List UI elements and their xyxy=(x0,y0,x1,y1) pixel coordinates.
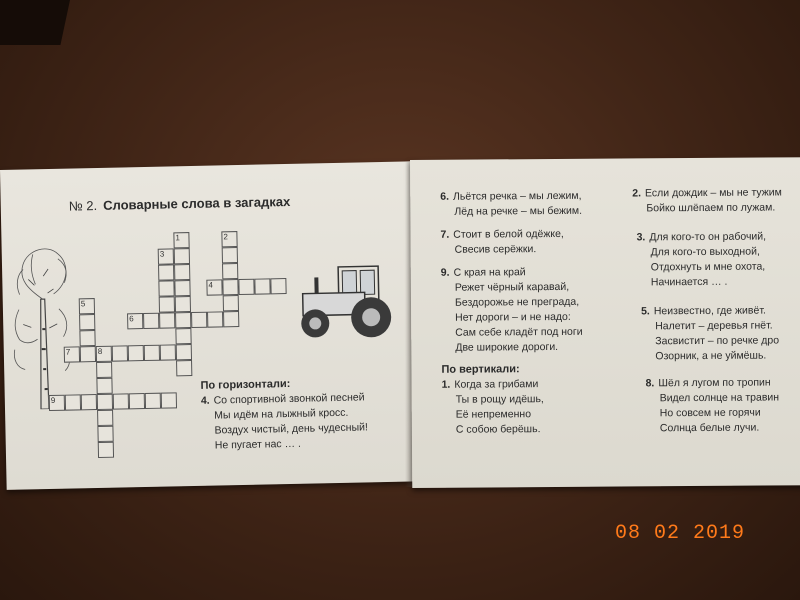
crossword-cell xyxy=(158,280,174,296)
riddle-2-line: Если дождик – мы не тужим xyxy=(644,186,782,200)
left-page xyxy=(0,161,423,490)
crossword-clue-number: 5 xyxy=(80,299,86,309)
riddle-3-line: Для кого-то выходной, xyxy=(650,245,760,259)
riddle-7-line: Свесив серёжки. xyxy=(454,243,537,256)
crossword-cell xyxy=(222,279,238,295)
crossword-cell xyxy=(79,314,95,330)
crossword-cell xyxy=(159,296,175,312)
riddle-2 xyxy=(632,185,782,216)
crossword-cell xyxy=(222,263,238,279)
riddle-9-line: Сам себе кладёт под ноги xyxy=(455,325,583,339)
riddle-4-line: Со спортивной звонкой песней xyxy=(213,391,365,407)
crossword-clue-number: 2 xyxy=(223,232,228,242)
riddle-9-line: Нет дороги – и не надо: xyxy=(455,310,571,324)
riddle-4-line: Воздух чистый, день чудесный! xyxy=(214,421,368,437)
riddle-3 xyxy=(636,230,766,291)
crossword-cell xyxy=(80,346,96,362)
photo-date-stamp: 08 02 2019 xyxy=(614,522,745,545)
crossword-cell xyxy=(145,393,161,409)
crossword-cell xyxy=(222,247,238,263)
tractor-illustration xyxy=(290,262,402,344)
crossword-clue-number: 3 xyxy=(159,249,165,259)
riddle-5-number: 5. xyxy=(641,305,650,318)
crossword-cell xyxy=(238,279,254,295)
riddle-3-line: Отдохнуть и мне охота, xyxy=(650,260,766,274)
crossword-cell xyxy=(270,278,286,294)
crossword-cell xyxy=(65,394,81,410)
riddle-4-number: 4. xyxy=(200,394,210,407)
riddle-8-line: Но совсем не горячи xyxy=(659,406,761,420)
crossword-cell xyxy=(96,378,112,394)
crossword-cell xyxy=(207,311,223,327)
riddle-5 xyxy=(641,303,779,364)
crossword-cell xyxy=(174,280,190,296)
crossword-cell xyxy=(144,345,160,361)
exercise-number: № 2. xyxy=(68,197,98,214)
open-workbook xyxy=(0,152,800,497)
riddle-8 xyxy=(646,375,780,436)
crossword-cell xyxy=(191,312,207,328)
riddle-5-line: Засвистит – по речке дро xyxy=(655,334,780,348)
crossword-cell xyxy=(143,313,159,329)
crossword-cell xyxy=(112,345,128,361)
riddle-6-number: 6. xyxy=(440,190,450,203)
crossword-clue-number: 4 xyxy=(208,280,214,290)
crossword-cell xyxy=(129,393,145,409)
riddle-9-line: С края на край xyxy=(453,266,526,279)
crossword-clue-number: 9 xyxy=(50,395,56,405)
riddle-1 xyxy=(442,377,545,438)
crossword-cell xyxy=(161,392,177,408)
crossword-cell xyxy=(158,264,174,280)
riddle-6-line: Льётся речка – мы лежим, xyxy=(452,189,582,203)
riddle-1-number: 1. xyxy=(441,378,451,391)
crossword-cell xyxy=(98,442,114,458)
crossword-cell xyxy=(175,312,191,328)
riddle-4 xyxy=(201,390,369,453)
crossword-cell xyxy=(160,344,176,360)
crossword-cell xyxy=(97,410,113,426)
riddle-5-line: Неизвестно, где живёт. xyxy=(653,304,766,318)
crossword-cell xyxy=(174,264,190,280)
riddle-5-line: Налетит – деревья гнёт. xyxy=(655,319,773,333)
riddle-5-line: Озорник, а не уймёшь. xyxy=(655,349,767,363)
riddle-8-line: Видел солнце на травин xyxy=(659,391,780,405)
exercise-title-text: Словарные слова в загадках xyxy=(103,193,291,213)
riddle-9-line: Бездорожье не преграда, xyxy=(454,295,580,309)
crossword-cell xyxy=(175,296,191,312)
riddle-3-line: Начинается … . xyxy=(650,275,728,289)
riddle-9-line: Две широкие дороги. xyxy=(455,340,559,354)
crossword-cell xyxy=(96,362,112,378)
crossword-cell xyxy=(176,344,192,360)
riddle-1-line: Когда за грибами xyxy=(454,378,539,391)
crossword-cell xyxy=(81,394,97,410)
riddle-9 xyxy=(441,265,583,356)
riddle-8-number: 8. xyxy=(645,377,655,390)
right-page xyxy=(410,157,800,488)
riddle-8-line: Солнца белые лучи. xyxy=(659,421,760,435)
crossword-clue-number: 6 xyxy=(129,314,134,324)
crossword-cell xyxy=(97,394,113,410)
crossword-cell xyxy=(159,312,175,328)
riddle-9-number: 9. xyxy=(440,266,450,279)
crossword-cell xyxy=(254,278,270,294)
crossword-cell xyxy=(176,360,192,376)
riddle-9-line: Режет чёрный каравай, xyxy=(454,280,570,294)
dark-object-corner xyxy=(0,0,70,45)
crossword-clue-number: 8 xyxy=(97,346,103,356)
riddle-7-line: Стоит в белой одёжке, xyxy=(453,227,564,241)
exercise-title xyxy=(69,194,291,214)
riddle-1-line: Ты в рощу идёшь, xyxy=(455,393,544,406)
riddle-7 xyxy=(440,227,564,258)
horizontal-clues-header: По горизонтали: xyxy=(200,377,291,392)
riddle-3-number: 3. xyxy=(636,231,646,244)
riddle-6 xyxy=(440,189,582,220)
vertical-clues-header: По вертикали: xyxy=(441,363,520,376)
riddle-1-line: Её непременно xyxy=(455,408,532,421)
birch-tree-illustration xyxy=(7,238,81,409)
riddle-4-line: Не пугает нас … . xyxy=(214,437,302,452)
crossword-cell xyxy=(113,393,129,409)
crossword-cell xyxy=(223,311,239,327)
crossword-cell xyxy=(174,248,190,264)
crossword-cell xyxy=(223,295,239,311)
riddle-6-line: Лёд на речке – мы бежим. xyxy=(454,204,583,218)
crossword-cell xyxy=(79,330,95,346)
crossword-cell xyxy=(128,345,144,361)
riddle-3-line: Для кого-то он рабочий, xyxy=(649,230,767,244)
crossword-cell xyxy=(175,328,191,344)
riddle-7-number: 7. xyxy=(440,228,450,241)
crossword-clue-number: 1 xyxy=(175,233,181,243)
crossword-clue-number: 7 xyxy=(65,347,71,357)
riddle-8-line: Шёл я лугом по тропин xyxy=(658,376,771,390)
crossword-cell xyxy=(97,426,113,442)
riddle-2-line: Бойко шлёпаем по лужам. xyxy=(646,201,776,215)
riddle-2-number: 2. xyxy=(632,187,642,200)
riddle-4-line: Мы идём на лыжный кросс. xyxy=(214,406,349,422)
riddle-1-line: С собою берёшь. xyxy=(455,423,541,436)
